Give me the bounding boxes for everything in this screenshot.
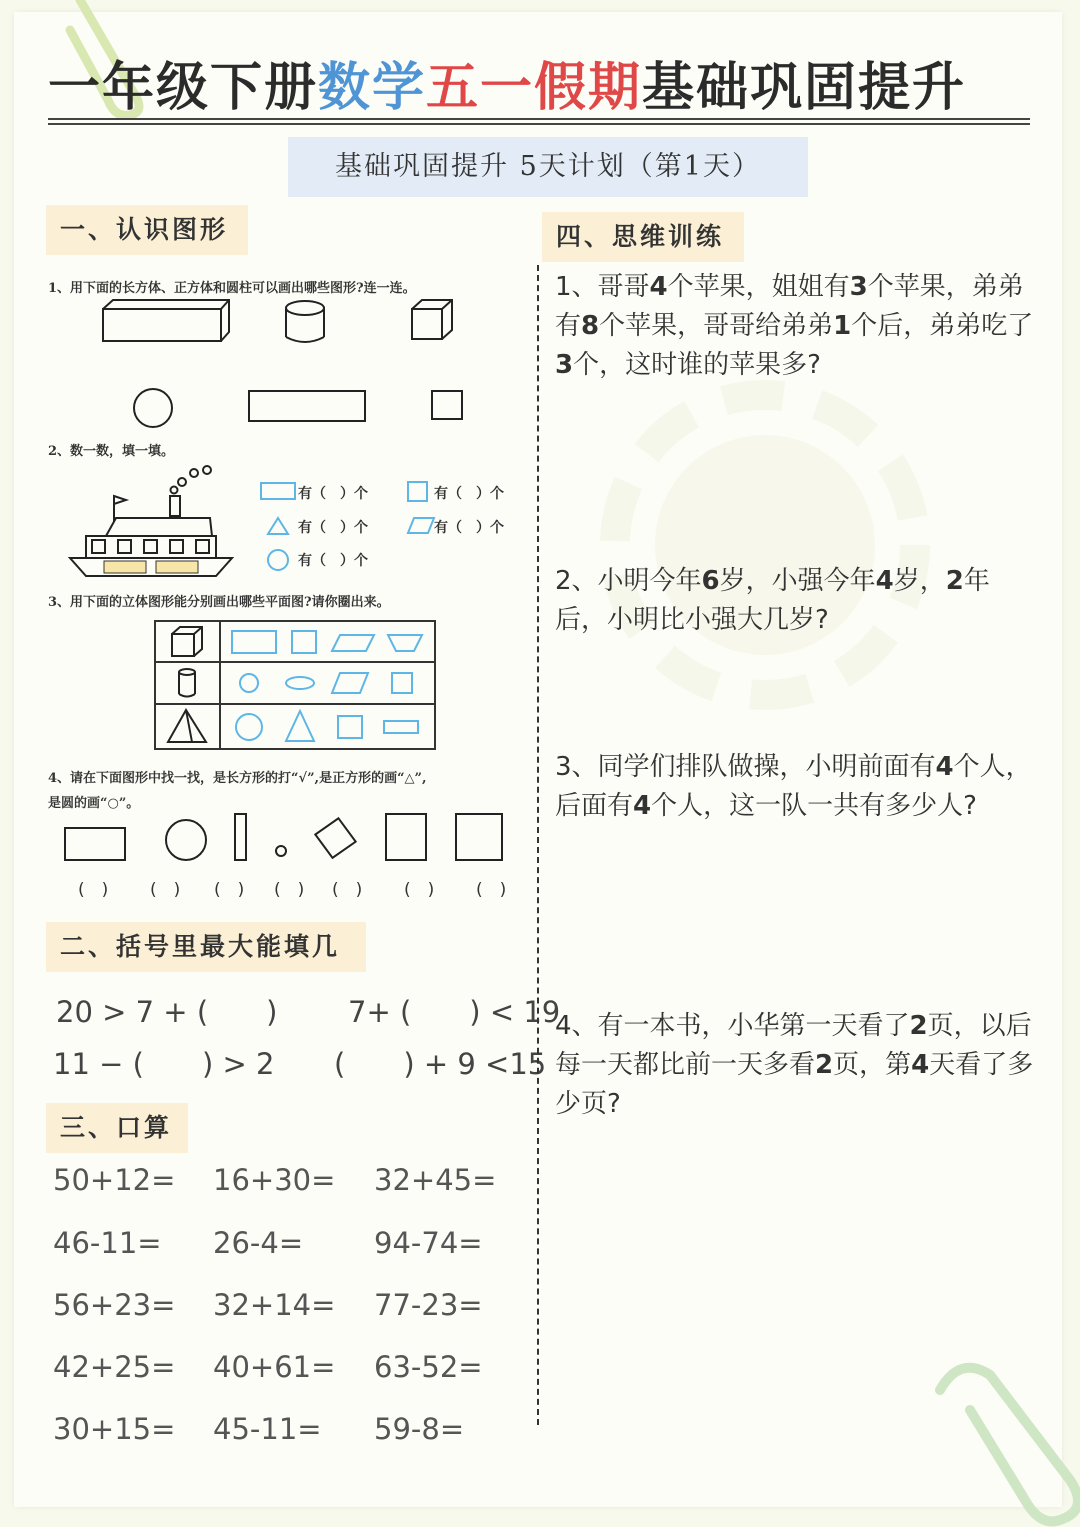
count-triangle-blank[interactable]: 有（ ）个 bbox=[298, 520, 368, 536]
title-topic: 基础巩固提升 bbox=[642, 57, 967, 118]
thin-rectangle-shape bbox=[235, 814, 246, 860]
word-problem-3: 3、同学们排队做操，小明前面有4个人，后面有4个人，这一队一共有多少人? bbox=[555, 752, 1032, 821]
rectangle-shape bbox=[249, 391, 365, 421]
square-option[interactable] bbox=[392, 673, 412, 693]
tilted-square-shape bbox=[312, 815, 359, 862]
trapezoid-option[interactable] bbox=[388, 635, 422, 651]
rectangle-option[interactable] bbox=[384, 721, 418, 733]
calc-item[interactable]: 46-11= bbox=[53, 1226, 162, 1260]
word-problem-4: 4、有一本书，小华第一天看了2页，以后每一天都比前一天多看2页，第4天看了多少页? bbox=[555, 1011, 1034, 1119]
calc-item[interactable]: 42+25= bbox=[53, 1350, 176, 1384]
circle-shape bbox=[166, 820, 206, 860]
section-heading-mental-math: 三、口算 bbox=[46, 1103, 188, 1153]
inequality-item[interactable]: 20 > 7 + ( ) bbox=[56, 995, 278, 1029]
rectangle-option[interactable] bbox=[232, 631, 276, 653]
pyramid-icon bbox=[168, 710, 206, 742]
calc-item[interactable]: 40+61= bbox=[213, 1350, 336, 1384]
answer-paren[interactable]: ( ) bbox=[150, 880, 181, 900]
circle-icon bbox=[268, 550, 288, 570]
circle-option[interactable] bbox=[236, 714, 262, 740]
calc-item[interactable]: 32+45= bbox=[374, 1163, 497, 1197]
inequality-item[interactable]: 11 − ( ) > 2 bbox=[53, 1047, 275, 1081]
calc-item[interactable]: 77-23= bbox=[374, 1288, 483, 1322]
calc-item[interactable]: 59-8= bbox=[374, 1412, 465, 1446]
question-3-text: 3、用下面的立体图形能分别画出哪些平面图?请你圈出来。 bbox=[48, 595, 390, 610]
sun-watermark-decoration bbox=[600, 380, 930, 710]
square-option[interactable] bbox=[292, 631, 316, 653]
solids-and-shapes-figure bbox=[95, 295, 495, 435]
count-parallelogram-blank[interactable]: 有（ ）个 bbox=[434, 520, 504, 536]
triangle-option[interactable] bbox=[286, 711, 314, 741]
ellipse-option[interactable] bbox=[286, 677, 314, 689]
inequality-item[interactable]: ( ) + 9 <15 bbox=[334, 1047, 547, 1081]
calc-item[interactable]: 63-52= bbox=[374, 1350, 483, 1384]
count-square-blank[interactable]: 有（ ）个 bbox=[434, 486, 504, 502]
answer-paren[interactable]: ( ) bbox=[78, 880, 109, 900]
cylinder-icon bbox=[179, 669, 195, 697]
square-shape bbox=[432, 391, 462, 419]
circle-shape bbox=[134, 389, 172, 427]
subtitle-banner: 基础巩固提升 5天计划（第1天） bbox=[288, 137, 808, 197]
title-holiday: 五一假期 bbox=[426, 57, 643, 118]
square-shape bbox=[456, 814, 502, 860]
question-1-text: 1、用下面的长方体、正方体和圆柱可以画出哪些图形?连一连。 bbox=[48, 281, 416, 296]
title-subject: 数学 bbox=[318, 57, 427, 118]
inequality-item[interactable]: 7+ ( ) < 19 bbox=[348, 995, 561, 1029]
calc-item[interactable]: 26-4= bbox=[213, 1226, 304, 1260]
rectangle-shape bbox=[65, 828, 125, 860]
word-problem-1: 1、哥哥4个苹果，姐姐有3个苹果，弟弟有8个苹果，哥哥给弟弟1个后，弟弟吃了3个，这时谁的苹果多? bbox=[555, 272, 1034, 380]
question-4-text: 4、请在下面图形中找一找，是长方形的打“√”,是正方形的画“△”, bbox=[48, 771, 427, 786]
cube-icon bbox=[172, 627, 202, 656]
circle-option[interactable] bbox=[240, 674, 258, 692]
parallelogram-option[interactable] bbox=[332, 635, 374, 651]
answer-paren[interactable]: ( ) bbox=[404, 880, 435, 900]
parallelogram-option[interactable] bbox=[332, 673, 368, 693]
count-rectangle-blank[interactable]: 有（ ）个 bbox=[298, 486, 368, 502]
title-underline-2 bbox=[48, 123, 1030, 125]
calc-item[interactable]: 50+12= bbox=[53, 1163, 176, 1197]
rectangle-tall-shape bbox=[386, 814, 426, 860]
calc-item[interactable]: 56+23= bbox=[53, 1288, 176, 1322]
solid-to-plane-table bbox=[154, 620, 438, 752]
square-icon bbox=[408, 482, 427, 501]
title-underline bbox=[48, 118, 1030, 120]
calc-item[interactable]: 30+15= bbox=[53, 1412, 176, 1446]
section-heading-max-fill: 二、括号里最大能填几 bbox=[46, 922, 366, 972]
title-grade: 一年级下册 bbox=[48, 57, 319, 118]
answer-paren[interactable]: ( ) bbox=[214, 880, 245, 900]
cylinder-icon bbox=[286, 301, 324, 342]
cube-icon bbox=[412, 300, 452, 339]
answer-paren[interactable]: ( ) bbox=[476, 880, 507, 900]
section-heading-thinking: 四、思维训练 bbox=[542, 212, 744, 262]
question-4-text-cont: 是圆的画“○”。 bbox=[48, 796, 140, 811]
triangle-icon bbox=[268, 518, 288, 534]
rectangle-icon bbox=[261, 483, 295, 499]
identify-shapes-row bbox=[60, 808, 520, 868]
count-circle-blank[interactable]: 有（ ）个 bbox=[298, 553, 368, 569]
word-problem-2: 2、小明今年6岁，小强今年4岁，2年后，小明比小强大几岁? bbox=[555, 566, 990, 635]
cuboid-icon bbox=[103, 300, 229, 341]
calc-item[interactable]: 94-74= bbox=[374, 1226, 483, 1260]
calc-item[interactable]: 45-11= bbox=[213, 1412, 322, 1446]
page-title bbox=[48, 58, 1030, 124]
section-heading-shapes: 一、认识图形 bbox=[46, 205, 248, 255]
parallelogram-icon bbox=[408, 518, 434, 533]
answer-paren[interactable]: ( ) bbox=[274, 880, 305, 900]
calc-item[interactable]: 32+14= bbox=[213, 1288, 336, 1322]
ship-drawing bbox=[66, 460, 246, 585]
small-circle-shape bbox=[276, 846, 286, 856]
answer-paren[interactable]: ( ) bbox=[332, 880, 363, 900]
square-option[interactable] bbox=[338, 716, 362, 738]
paperclip-bottom-decoration bbox=[930, 1350, 1080, 1527]
question-2-text: 2、数一数，填一填。 bbox=[48, 444, 175, 459]
calc-item[interactable]: 16+30= bbox=[213, 1163, 336, 1197]
column-divider bbox=[537, 265, 539, 1425]
